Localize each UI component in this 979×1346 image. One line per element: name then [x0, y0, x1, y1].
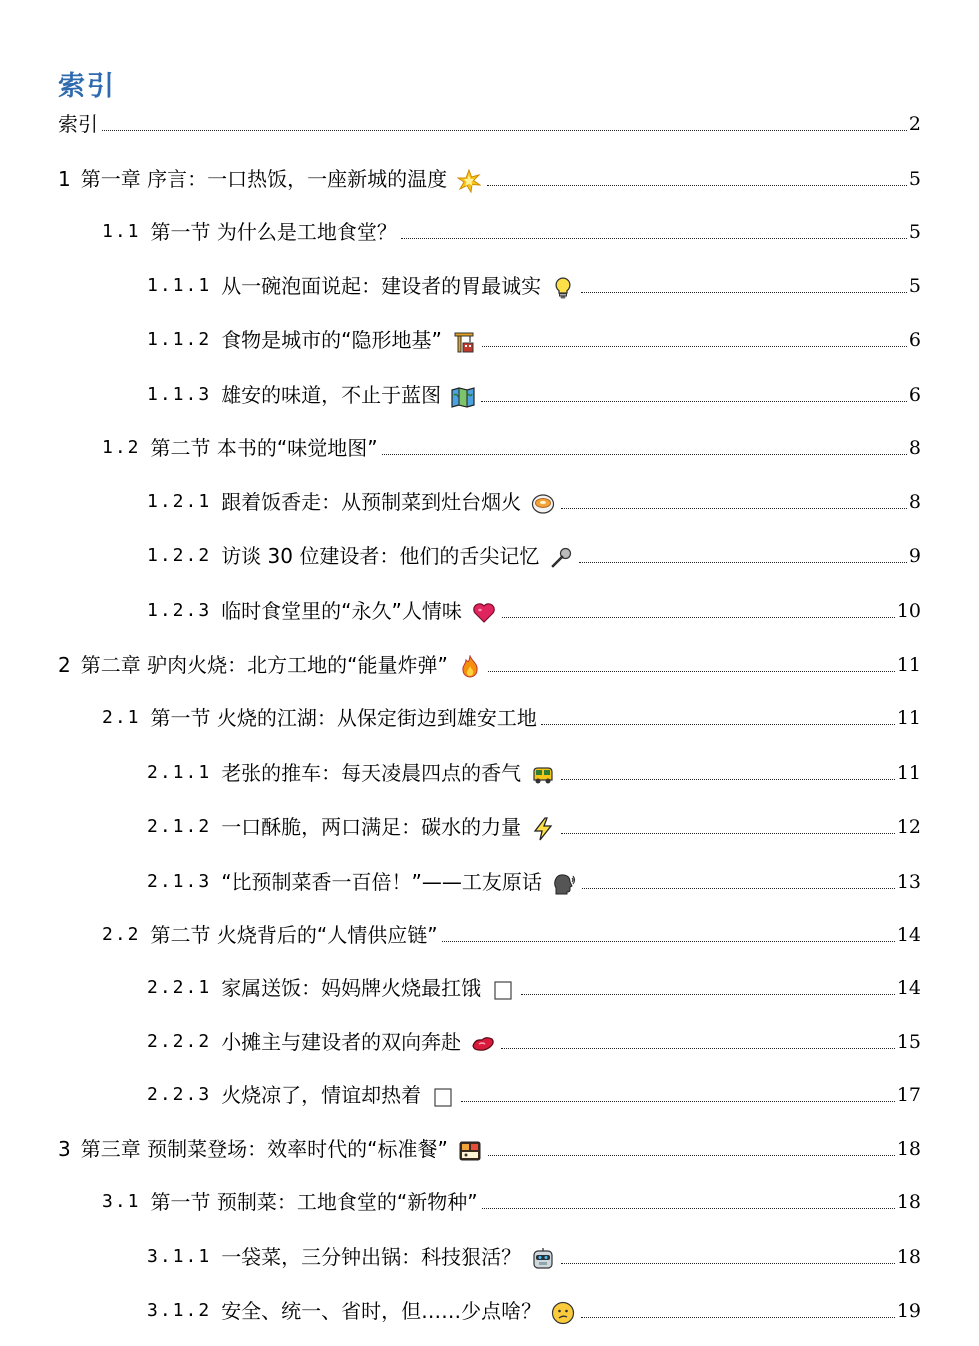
entry-page-number: 18	[896, 1246, 921, 1268]
entry-page-number: 5	[908, 168, 921, 190]
page-title: 索引	[58, 71, 116, 102]
entry-number: 2.1	[102, 707, 141, 728]
dot-leader	[501, 1047, 895, 1049]
entry-number: 2	[58, 653, 71, 677]
toc-entry-2-1-1[interactable]	[147, 756, 921, 786]
missing-glyph-icon	[491, 978, 515, 1002]
dot-leader	[502, 616, 895, 618]
entry-title: 索引	[58, 112, 98, 136]
microphone-icon	[549, 546, 573, 570]
entry-number: 1.2	[102, 437, 141, 458]
entry-page-number: 13	[896, 871, 921, 893]
entry-page-number: 17	[896, 1084, 921, 1106]
bowl-icon	[531, 492, 555, 516]
entry-title: “比预制菜香一百倍！”——工友原话	[221, 870, 542, 894]
toc-entry-2-2-3[interactable]	[147, 1078, 921, 1108]
entry-page-number: 8	[908, 437, 921, 459]
entry-title: 从一碗泡面说起：建设者的胃最诚实	[221, 274, 542, 298]
entry-number: 1	[58, 167, 71, 191]
entry-number: 1.2.1	[147, 491, 212, 512]
map-icon	[451, 385, 475, 409]
dot-leader	[481, 400, 907, 402]
entry-page-number: 18	[896, 1191, 921, 1213]
entry-title: 小摊主与建设者的双向奔赴	[221, 1030, 462, 1054]
entry-title: 老张的推车：每天凌晨四点的香气	[221, 761, 522, 785]
entry-title: 第一节 火烧的江湖：从保定街边到雄安工地	[150, 706, 537, 730]
entry-number: 1.1.3	[147, 384, 212, 405]
bento-icon	[458, 1139, 482, 1163]
fire-icon	[458, 655, 482, 679]
toc-entry-2[interactable]	[58, 648, 921, 678]
entry-title: 第二节 火烧背后的“人情供应链”	[150, 923, 438, 947]
entry-page-number: 11	[896, 762, 921, 784]
entry-number: 2.1.1	[147, 762, 212, 783]
entry-title: 访谈 30 位建设者：他们的舌尖记忆	[221, 544, 540, 568]
dot-leader	[382, 453, 907, 455]
entry-number: 1.2.3	[147, 600, 212, 621]
entry-page-number: 9	[908, 545, 921, 567]
entry-page-number: 11	[896, 707, 921, 729]
entry-number: 3	[58, 1137, 71, 1161]
entry-page-number: 8	[908, 491, 921, 513]
toc-entry-index[interactable]	[58, 107, 921, 137]
dot-leader	[561, 832, 895, 834]
entry-page-number: 5	[908, 221, 921, 243]
entry-page-number: 6	[908, 384, 921, 406]
toc-entry-3-1-1[interactable]	[147, 1240, 921, 1270]
entry-title: 一袋菜，三分钟出锅：科技狠活？	[221, 1245, 522, 1269]
dot-leader	[487, 184, 907, 186]
entry-page-number: 6	[908, 329, 921, 351]
dot-leader	[488, 670, 895, 672]
entry-title: 第二章 驴肉火烧：北方工地的“能量炸弹”	[80, 653, 448, 677]
toc-entry-1-1[interactable]	[102, 215, 921, 245]
dot-leader	[541, 723, 895, 725]
dot-leader	[488, 1154, 895, 1156]
toc-entry-1-1-1[interactable]	[147, 269, 921, 299]
entry-page-number: 14	[896, 977, 921, 999]
toc-entry-3-1-2[interactable]	[147, 1294, 921, 1324]
entry-title: 第一节 为什么是工地食堂？	[150, 220, 397, 244]
entry-title: 临时食堂里的“永久”人情味	[221, 599, 462, 623]
sparkle-icon	[457, 169, 481, 193]
toc-entry-2-2-1[interactable]	[147, 971, 921, 1001]
toc-entry-3-1[interactable]	[102, 1185, 921, 1215]
entry-page-number: 11	[896, 654, 921, 676]
dot-leader	[482, 345, 907, 347]
toc-entry-3[interactable]	[58, 1132, 921, 1162]
entry-title: 跟着饭香走：从预制菜到灶台烟火	[221, 490, 522, 514]
entry-number: 2.2.1	[147, 977, 212, 998]
entry-page-number: 2	[908, 113, 921, 135]
toc-entry-2-1-2[interactable]	[147, 810, 921, 840]
entry-number: 2.2	[102, 924, 141, 945]
toc-entry-2-2[interactable]	[102, 918, 921, 948]
entry-title: 雄安的味道，不止于蓝图	[221, 383, 442, 407]
confused-face-icon	[551, 1301, 575, 1325]
heart-icon	[472, 601, 496, 625]
crane-icon	[452, 330, 476, 354]
dot-leader	[102, 129, 907, 131]
entry-title: 家属送饭：妈妈牌火烧最扛饿	[221, 976, 482, 1000]
toc-entry-1[interactable]	[58, 162, 921, 192]
entry-number: 3.1	[102, 1191, 141, 1212]
hearts-hands-icon	[471, 1032, 495, 1056]
robot-icon	[531, 1247, 555, 1271]
dot-leader	[461, 1100, 895, 1102]
dot-leader	[579, 561, 907, 563]
entry-page-number: 12	[896, 816, 921, 838]
dot-leader	[482, 1207, 895, 1209]
entry-number: 2.2.3	[147, 1084, 212, 1105]
toc-entry-1-2[interactable]	[102, 431, 921, 461]
entry-number: 2.1.3	[147, 871, 212, 892]
entry-title: 第二节 本书的“味觉地图”	[150, 436, 378, 460]
entry-number: 1.2.2	[147, 545, 212, 566]
dot-leader	[561, 1262, 895, 1264]
dot-leader	[561, 507, 907, 509]
entry-number: 3.1.1	[147, 1246, 212, 1267]
entry-page-number: 19	[896, 1300, 921, 1322]
toc-entry-2-1[interactable]	[102, 701, 921, 731]
lightning-icon	[531, 817, 555, 841]
entry-number: 1.1.2	[147, 329, 212, 350]
dot-leader	[581, 1316, 895, 1318]
toc-entry-1-2-3[interactable]	[147, 594, 921, 624]
toc-entry-2-1-3[interactable]	[147, 865, 921, 895]
dot-leader	[401, 237, 907, 239]
auto-rickshaw-icon	[531, 763, 555, 787]
entry-title: 一口酥脆，两口满足：碳水的力量	[221, 815, 522, 839]
entry-title: 火烧凉了，情谊却热着	[221, 1083, 422, 1107]
entry-title: 安全、统一、省时，但……少点啥？	[221, 1299, 542, 1323]
toc-entry-2-2-2[interactable]	[147, 1025, 921, 1055]
entry-page-number: 10	[896, 600, 921, 622]
entry-page-number: 18	[896, 1138, 921, 1160]
toc-entry-1-2-2[interactable]	[147, 539, 921, 569]
entry-title: 食物是城市的“隐形地基”	[221, 328, 442, 352]
speaking-head-icon	[552, 872, 576, 896]
missing-glyph-icon	[431, 1085, 455, 1109]
dot-leader	[582, 887, 895, 889]
entry-title: 第一节 预制菜：工地食堂的“新物种”	[150, 1190, 478, 1214]
toc-entry-1-1-2[interactable]	[147, 323, 921, 353]
entry-title: 第一章 序言：一口热饭，一座新城的温度	[80, 167, 448, 191]
dot-leader	[561, 778, 895, 780]
entry-number: 2.1.2	[147, 816, 212, 837]
dot-leader	[581, 291, 907, 293]
entry-number: 1.1	[102, 221, 141, 242]
entry-page-number: 5	[908, 275, 921, 297]
entry-number: 2.2.2	[147, 1031, 212, 1052]
entry-page-number: 14	[896, 924, 921, 946]
entry-page-number: 15	[896, 1031, 921, 1053]
dot-leader	[442, 940, 895, 942]
lightbulb-icon	[551, 276, 575, 300]
entry-number: 3.1.2	[147, 1300, 212, 1321]
entry-title: 第三章 预制菜登场：效率时代的“标准餐”	[80, 1137, 448, 1161]
toc-entry-1-1-3[interactable]	[147, 378, 921, 408]
toc-entry-1-2-1[interactable]	[147, 485, 921, 515]
entry-number: 1.1.1	[147, 275, 212, 296]
dot-leader	[521, 993, 895, 995]
